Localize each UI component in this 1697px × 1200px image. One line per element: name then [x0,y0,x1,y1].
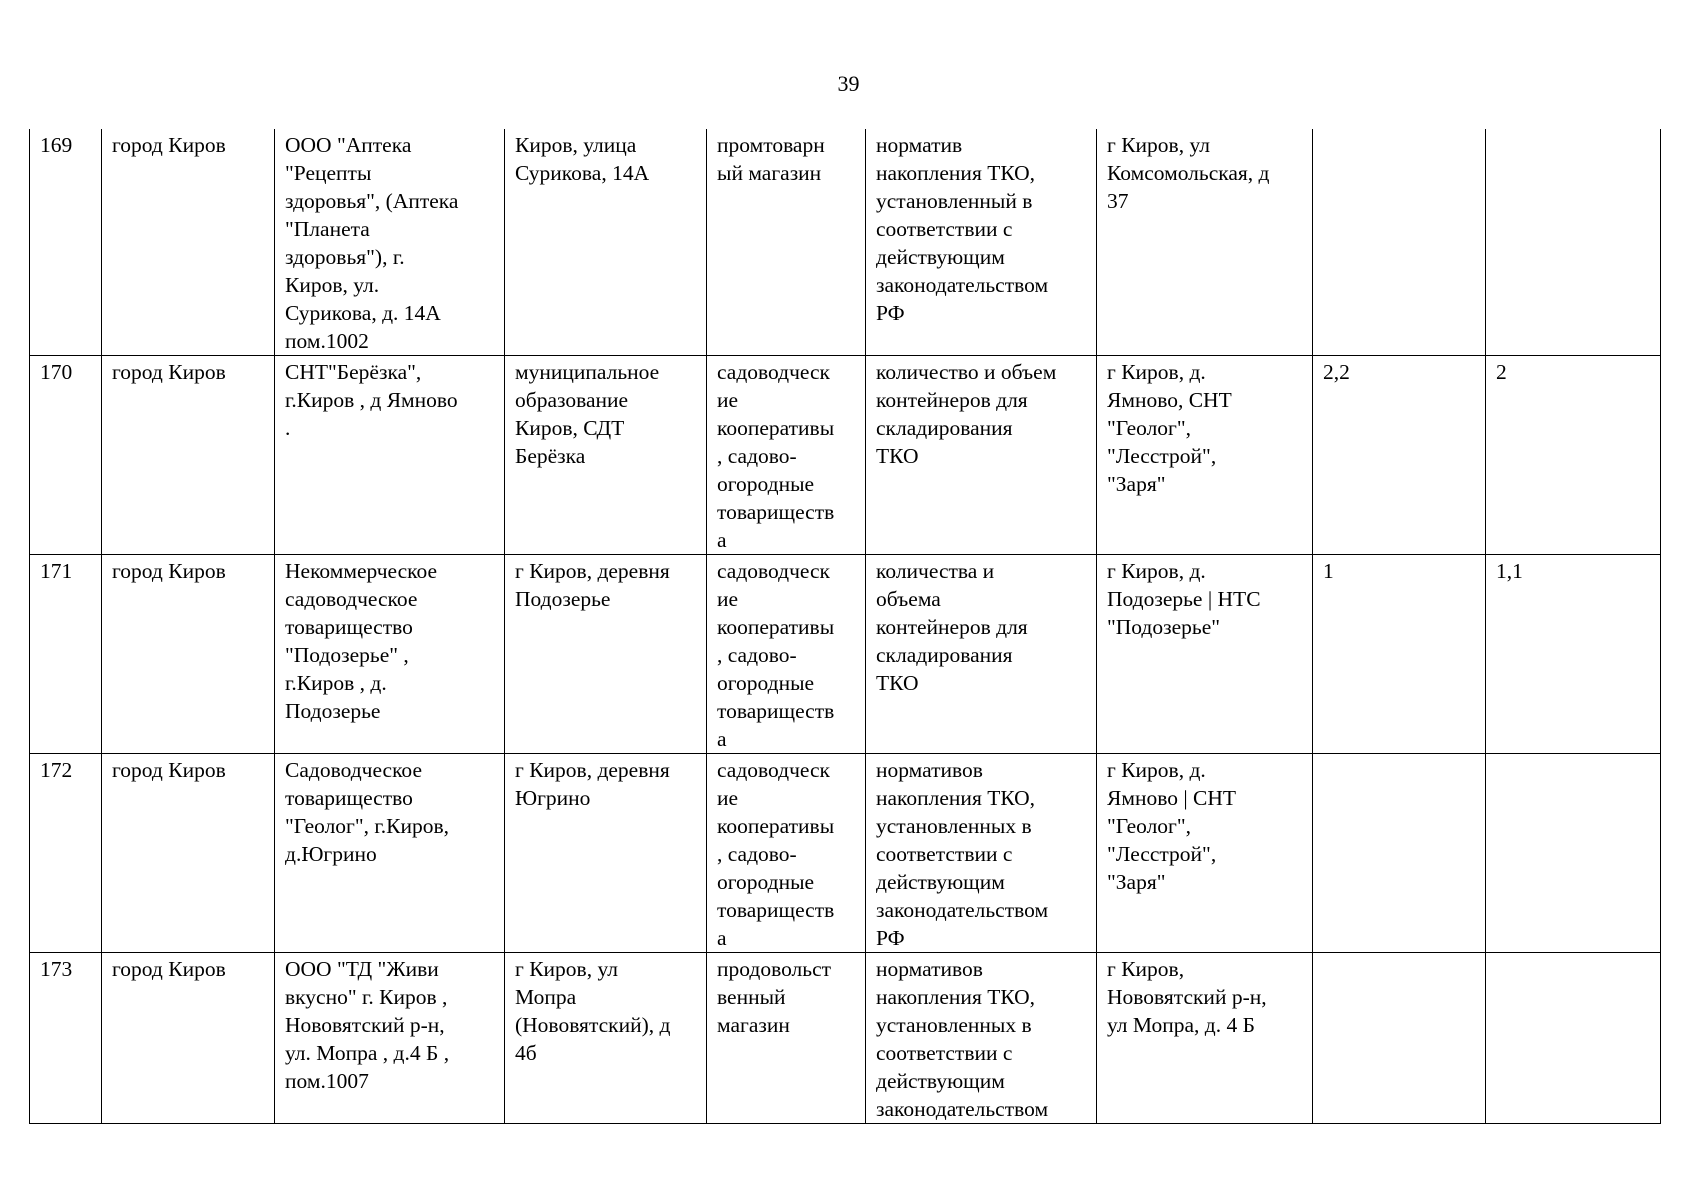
value1-cell: 1 [1313,555,1486,754]
site-cell: г Киров, Нововятский р-н, ул Мопра, д. 4 Б [1097,953,1313,1124]
value1-cell [1313,754,1486,953]
value2-cell [1486,754,1661,953]
value2-cell: 2 [1486,356,1661,555]
table-row [30,555,1661,754]
value1-cell [1313,953,1486,1124]
table-row [30,754,1661,953]
organization-cell: Садоводческое товарищество "Геолог", г.Киров, д.Югрино [275,754,505,953]
municipality-cell: город Киров [102,953,275,1124]
site-cell: г Киров, д. Ямново, СНТ "Геолог", "Лесстрой", "Заря" [1097,356,1313,555]
table-row [30,356,1661,555]
category-cell: садоводческ ие кооперативы , садово- огородные товариществ а [707,356,866,555]
value2-cell [1486,953,1661,1124]
address-cell: г Киров, ул Мопра (Нововятский), д 4б [505,953,707,1124]
calc-method-cell: норматив накопления ТКО, установленный в соответствии с действующим законодательством РФ [866,129,1097,356]
category-cell: промтоварн ый магазин [707,129,866,356]
calc-method-cell: количества и объема контейнеров для складирования ТКО [866,555,1097,754]
table-row [30,953,1661,1124]
page-number: 39 [837,71,860,96]
table-row [30,129,1661,356]
address-cell: г Киров, деревня Югрино [505,754,707,953]
site-cell: г Киров, д. Подозерье | НТС "Подозерье" [1097,555,1313,754]
address-cell: Киров, улица Сурикова, 14А [505,129,707,356]
calc-method-cell: нормативов накопления ТКО, установленных в соответствии с действующим законодательством РФ [866,754,1097,953]
row-number-cell: 169 [30,129,102,356]
value2-cell [1486,129,1661,356]
row-number-cell: 173 [30,953,102,1124]
site-cell: г Киров, ул Комсомольская, д 37 [1097,129,1313,356]
organization-cell: ООО "ТД "Живи вкусно" г. Киров , Нововятский р-н, ул. Мопра , д.4 Б , пом.1007 [275,953,505,1124]
municipality-cell: город Киров [102,754,275,953]
municipality-cell: город Киров [102,356,275,555]
value1-cell [1313,129,1486,356]
organization-cell: СНТ"Берёзка", г.Киров , д Ямново . [275,356,505,555]
category-cell: садоводческ ие кооперативы , садово- огородные товариществ а [707,555,866,754]
calc-method-cell: количество и объем контейнеров для складирования ТКО [866,356,1097,555]
address-cell: муниципальное образование Киров, СДТ Берёзка [505,356,707,555]
municipality-cell: город Киров [102,555,275,754]
address-cell: г Киров, деревня Подозерье [505,555,707,754]
value2-cell: 1,1 [1486,555,1661,754]
value1-cell: 2,2 [1313,356,1486,555]
waste-sites-table [29,129,1661,1124]
municipality-cell: город Киров [102,129,275,356]
organization-cell: Некоммерческое садоводческое товарищество "Подозерье" , г.Киров , д. Подозерье [275,555,505,754]
row-number-cell: 172 [30,754,102,953]
organization-cell: ООО "Аптека "Рецепты здоровья", (Аптека "Планета здоровья"), г. Киров, ул. Сурикова, д. 14А пом.1002 [275,129,505,356]
category-cell: садоводческ ие кооперативы , садово- огородные товариществ а [707,754,866,953]
row-number-cell: 171 [30,555,102,754]
calc-method-cell: нормативов накопления ТКО, установленных в соответствии с действующим законодательством [866,953,1097,1124]
row-number-cell: 170 [30,356,102,555]
site-cell: г Киров, д. Ямново | СНТ "Геолог", "Лесстрой", "Заря" [1097,754,1313,953]
category-cell: продовольст венный магазин [707,953,866,1124]
